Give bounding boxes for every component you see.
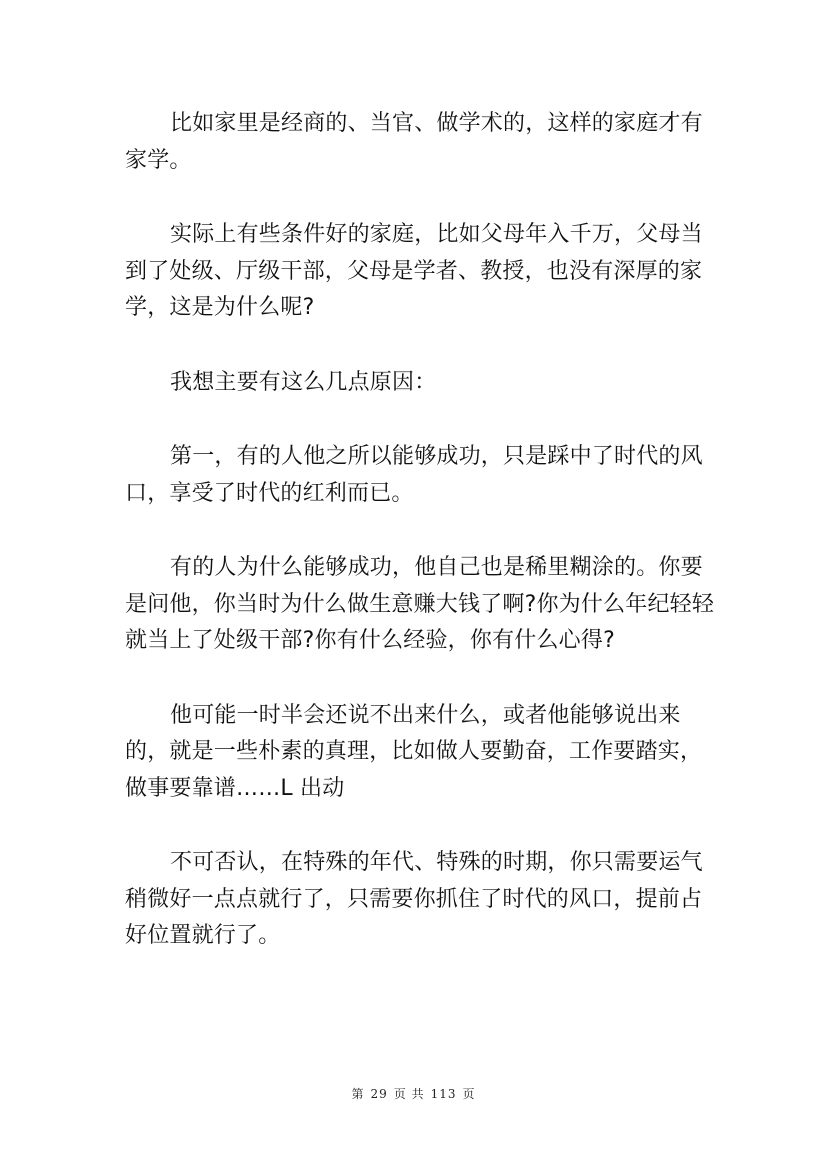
paragraph: 实际上有些条件好的家庭，比如父母年入千万，父母当到了处级、厅级干部，父母是学者、教授，也没有深厚的家学，这是为什么呢? [125,222,703,320]
paragraph: 他可能一时半会还说不出来什么，或者他能够说出来的，就是一些朴素的真理，比如做人要勤奋，工作要踏实，做事要靠谱……L 出动 [125,702,703,801]
page-label-prefix: 第 [351,1087,365,1101]
paragraph: 有的人为什么能够成功，他自己也是稀里糊涂的。你要是问他，你当时为什么做生意赚大钱了啊?你为什么年纪轻轻就当上了处级干部?你有什么经验，你有什么心得? [125,555,715,653]
page-footer [0,1085,827,1102]
current-page-number: 29 [370,1087,388,1101]
paragraph: 第一，有的人他之所以能够成功，只是踩中了时代的风口，享受了时代的红利而已。 [125,444,703,506]
page-label-suffix: 页 [462,1087,476,1101]
paragraph: 不可否认，在特殊的年代、特殊的时期，你只需要运气稍微好一点点就行了，只需要你抓住了时代的风口，提前占好位置就行了。 [125,850,703,948]
total-page-count: 113 [430,1087,457,1101]
paragraph: 比如家里是经商的、当官、做学术的，这样的家庭才有家学。 [125,111,703,173]
paragraph: 我想主要有这么几点原因： [170,369,437,395]
document-body [125,106,715,993]
page-label-mid: 页 共 [393,1087,425,1101]
